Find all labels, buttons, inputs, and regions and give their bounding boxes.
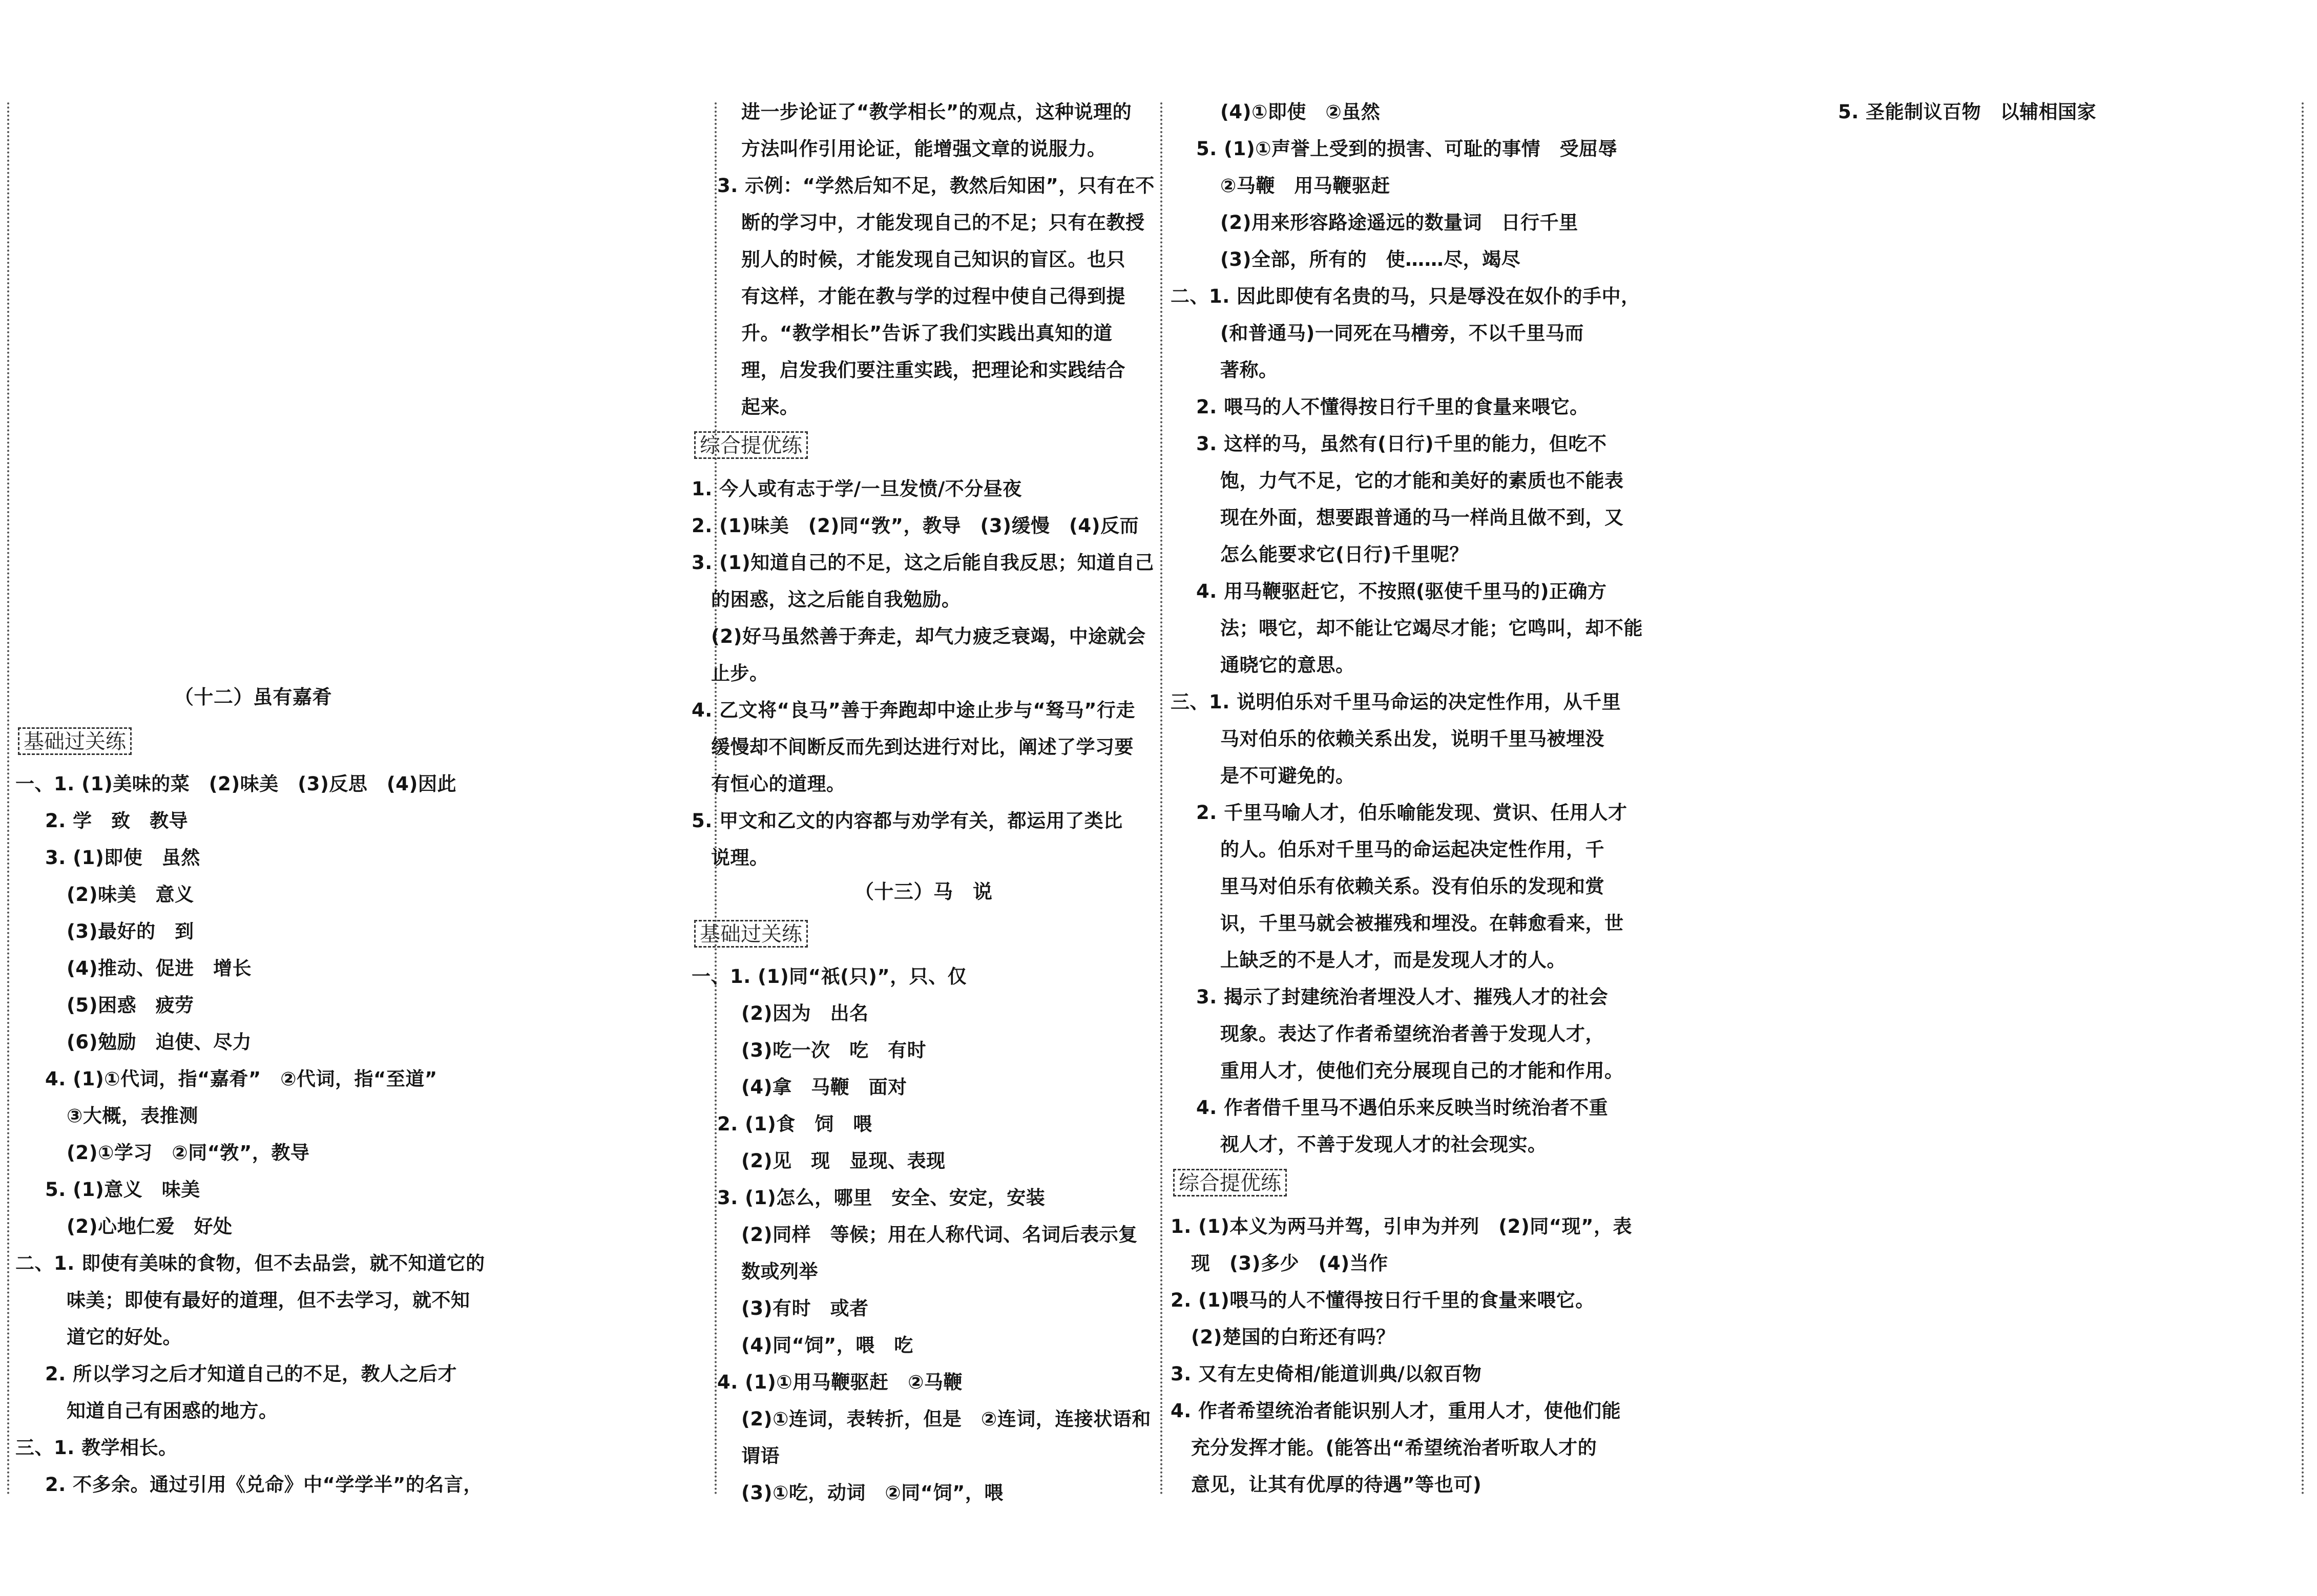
column-divider [715, 102, 717, 1496]
answer-line: 3. (1)怎么，哪里 安全、安定，安装 [717, 1187, 1046, 1209]
column-divider [1160, 102, 1162, 1496]
answer-line: 识，千里马就会被摧残和埋没。在韩愈看来，世 [1220, 912, 1624, 934]
column-divider [7, 102, 9, 1496]
section-label-advanced: 综合提优练 [1173, 1169, 1287, 1196]
answer-line: 的人。伯乐对千里马的命运起决定性作用，千 [1220, 838, 1604, 860]
answer-line: 怎么能要求它(日行)千里呢？ [1220, 543, 1469, 565]
answer-line: 3. 又有左史倚相/能道训典/以叙百物 [1171, 1363, 1482, 1385]
answer-line: (3)最好的 到 [67, 920, 194, 942]
section-label-basic: 基础过关练 [694, 920, 808, 948]
section-title: （十二）虽有嘉肴 [174, 686, 332, 708]
answer-line: 三、1. 说明伯乐对千里马命运的决定性作用，从千里 [1171, 691, 1621, 713]
answer-line: 2. (1)食 饲 喂 [717, 1113, 872, 1135]
answer-line: 缓慢却不间断反而先到达进行对比，阐述了学习要 [711, 736, 1134, 758]
answer-line: 味美；即使有最好的道理，但不去学习，就不知 [67, 1289, 470, 1311]
answer-line: (4)拿 马鞭 面对 [741, 1076, 907, 1098]
answer-line: 现在外面，想要跟普通的马一样尚且做不到，又 [1220, 507, 1624, 529]
answer-line: (4)推动、促进 增长 [67, 957, 252, 979]
answer-line: 的困惑，这之后能自我勉励。 [711, 589, 961, 611]
answer-line: 知道自己有困惑的地方。 [67, 1400, 278, 1422]
answer-line: 上缺乏的不是人才，而是发现人才的人。 [1220, 949, 1566, 971]
answer-line: 数或列举 [741, 1261, 818, 1283]
answer-line: 二、1. 即使有美味的食物，但不去品尝，就不知道它的 [15, 1252, 485, 1274]
answer-line: 视人才，不善于发现人才的社会现实。 [1220, 1133, 1547, 1156]
answer-line: (3)全部，所有的 使……尽，竭尽 [1220, 248, 1521, 270]
answer-line: 是不可避免的。 [1220, 765, 1355, 787]
answer-line: (2)见 现 显现、表现 [741, 1150, 946, 1172]
answer-line: 一、1. (1)美味的菜 (2)味美 (3)反思 (4)因此 [15, 773, 456, 795]
answer-line: 意见，让其有优厚的待遇”等也可) [1191, 1474, 1482, 1496]
answer-line: 方法叫作引用论证，能增强文章的说服力。 [741, 138, 1107, 160]
answer-line: (6)勉励 迫使、尽力 [67, 1031, 252, 1053]
answer-line: (2)心地仁爱 好处 [67, 1215, 233, 1237]
answer-line: 进一步论证了“教学相长”的观点，这种说理的 [741, 101, 1132, 123]
answer-line: 2. 千里马喻人才，伯乐喻能发现、赏识、任用人才 [1196, 802, 1627, 824]
answer-line: 别人的时候，才能发现自己知识的盲区。也只 [741, 248, 1125, 270]
answer-line: 著称。 [1220, 359, 1278, 381]
answer-line: 1. (1)本义为两马并驾，引申为并列 (2)同“现”，表 [1171, 1215, 1632, 1237]
answer-line: 现象。表达了作者希望统治者善于发现人才， [1220, 1023, 1604, 1045]
answer-line: 法；喂它，却不能让它竭尽才能；它鸣叫，却不能 [1220, 617, 1643, 639]
answer-line: (5)困惑 疲劳 [67, 994, 194, 1016]
answer-line: 5. (1)意义 味美 [45, 1179, 200, 1201]
answer-line: (2)因为 出名 [741, 1002, 869, 1024]
answer-line: 2. 所以学习之后才知道自己的不足，教人之后才 [45, 1363, 457, 1385]
answer-line: 止步。 [711, 662, 769, 684]
answer-line: 里马对伯乐有依赖关系。没有伯乐的发现和赏 [1220, 875, 1604, 897]
answer-line: 2. (1)味美 (2)同“敩”，教导 (3)缓慢 (4)反而 [692, 515, 1139, 537]
answer-line: 3. 这样的马，虽然有(日行)千里的能力，但吃不 [1196, 433, 1607, 455]
answer-line: 4. (1)①代词，指“嘉肴” ②代词，指“至道” [45, 1068, 437, 1090]
answer-line: 现 (3)多少 (4)当作 [1191, 1252, 1388, 1274]
section-title: （十三）马 说 [854, 880, 993, 903]
answer-line: 起来。 [741, 396, 799, 418]
answer-line: (2)①学习 ②同“敩”，教导 [67, 1142, 310, 1164]
answer-line: 4. 用马鞭驱赶它，不按照(驱使千里马的)正确方 [1196, 580, 1607, 602]
answer-line: 2. 不多余。通过引用《兑命》中“学学半”的名言， [45, 1474, 483, 1496]
answer-line: 一、1. (1)同“祇(只)”，只、仅 [692, 965, 967, 988]
answer-line: (2)①连词，表转折，但是 ②连词，连接状语和 [741, 1408, 1151, 1430]
section-label-advanced: 综合提优练 [694, 431, 808, 459]
answer-line: 充分发挥才能。(能答出“希望统治者听取人才的 [1191, 1437, 1597, 1459]
column-divider [2302, 102, 2304, 1496]
answer-line: ③大概，表推测 [67, 1105, 198, 1127]
answer-line: 2. 喂马的人不懂得按日行千里的食量来喂它。 [1196, 396, 1589, 418]
answer-line: 2. (1)喂马的人不懂得按日行千里的食量来喂它。 [1171, 1289, 1595, 1311]
answer-line: 5. 圣能制议百物 以辅相国家 [1838, 101, 2097, 123]
answer-line: ②马鞭 用马鞭驱赶 [1220, 175, 1390, 197]
answer-line: (2)味美 意义 [67, 884, 194, 906]
answer-line: 5. 甲文和乙文的内容都与劝学有关，都运用了类比 [692, 810, 1123, 832]
answer-line: 马对伯乐的依赖关系出发，说明千里马被埋没 [1220, 728, 1604, 750]
answer-line: (3)①吃，动词 ②同“饲”，喂 [741, 1482, 1004, 1504]
answer-line: 断的学习中，才能发现自己的不足；只有在教授 [741, 212, 1145, 234]
answer-line: 4. 乙文将“良马”善于奔跑却中途止步与“驽马”行走 [692, 699, 1135, 721]
answer-line: 通晓它的意思。 [1220, 654, 1355, 676]
answer-line: (3)吃一次 吃 有时 [741, 1039, 927, 1061]
answer-line: 2. 学 致 教导 [45, 810, 189, 832]
answer-line: 理，启发我们要注重实践，把理论和实践结合 [741, 359, 1125, 381]
answer-line: (和普通马)一同死在马槽旁，不以千里马而 [1220, 322, 1584, 344]
answer-line: 二、1. 因此即使有名贵的马，只是辱没在奴仆的手中， [1171, 285, 1640, 307]
answer-line: (2)用来形容路途遥远的数量词 日行千里 [1220, 212, 1578, 234]
answer-line: 三、1. 教学相长。 [15, 1437, 178, 1459]
answer-line: (2)同样 等候；用在人称代词、名词后表示复 [741, 1224, 1138, 1246]
answer-line: 4. (1)①用马鞭驱赶 ②马鞭 [717, 1371, 963, 1393]
section-label-basic: 基础过关练 [18, 727, 132, 755]
answer-line: 3. 揭示了封建统治者埋没人才、摧残人才的社会 [1196, 986, 1609, 1008]
answer-line: 3. (1)知道自己的不足，这之后能自我反思；知道自己 [692, 552, 1154, 574]
answer-line: 饱，力气不足，它的才能和美好的素质也不能表 [1220, 470, 1624, 492]
answer-line: (2)楚国的白珩还有吗？ [1191, 1326, 1395, 1348]
answer-line: 3. 示例：“学然后知不足，教然后知困”，只有在不 [717, 175, 1155, 197]
answer-line: 4. 作者希望统治者能识别人才，重用人才，使他们能 [1171, 1400, 1621, 1422]
answer-line: 重用人才，使他们充分展现自己的才能和作用。 [1220, 1060, 1624, 1082]
answer-line: 道它的好处。 [67, 1326, 182, 1348]
answer-line: 有这样，才能在教与学的过程中使自己得到提 [741, 285, 1125, 307]
answer-line: 有恒心的道理。 [711, 773, 846, 795]
answer-line: 谓语 [741, 1445, 780, 1467]
answer-line: (4)同“饲”，喂 吃 [741, 1334, 913, 1356]
answer-line: (4)①即使 ②虽然 [1220, 101, 1381, 123]
answer-line: 1. 今人或有志于学/一旦发愤/不分昼夜 [692, 478, 1022, 500]
answer-line: (2)好马虽然善于奔走，却气力疲乏衰竭，中途就会 [711, 625, 1146, 647]
answer-line: (3)有时 或者 [741, 1297, 869, 1319]
answer-line: 3. (1)即使 虽然 [45, 847, 200, 869]
answer-line: 5. (1)①声誉上受到的损害、可耻的事情 受屈辱 [1196, 138, 1618, 160]
answer-line: 升。“教学相长”告诉了我们实践出真知的道 [741, 322, 1113, 344]
answer-line: 4. 作者借千里马不遇伯乐来反映当时统治者不重 [1196, 1097, 1609, 1119]
answer-line: 说理。 [711, 847, 769, 869]
